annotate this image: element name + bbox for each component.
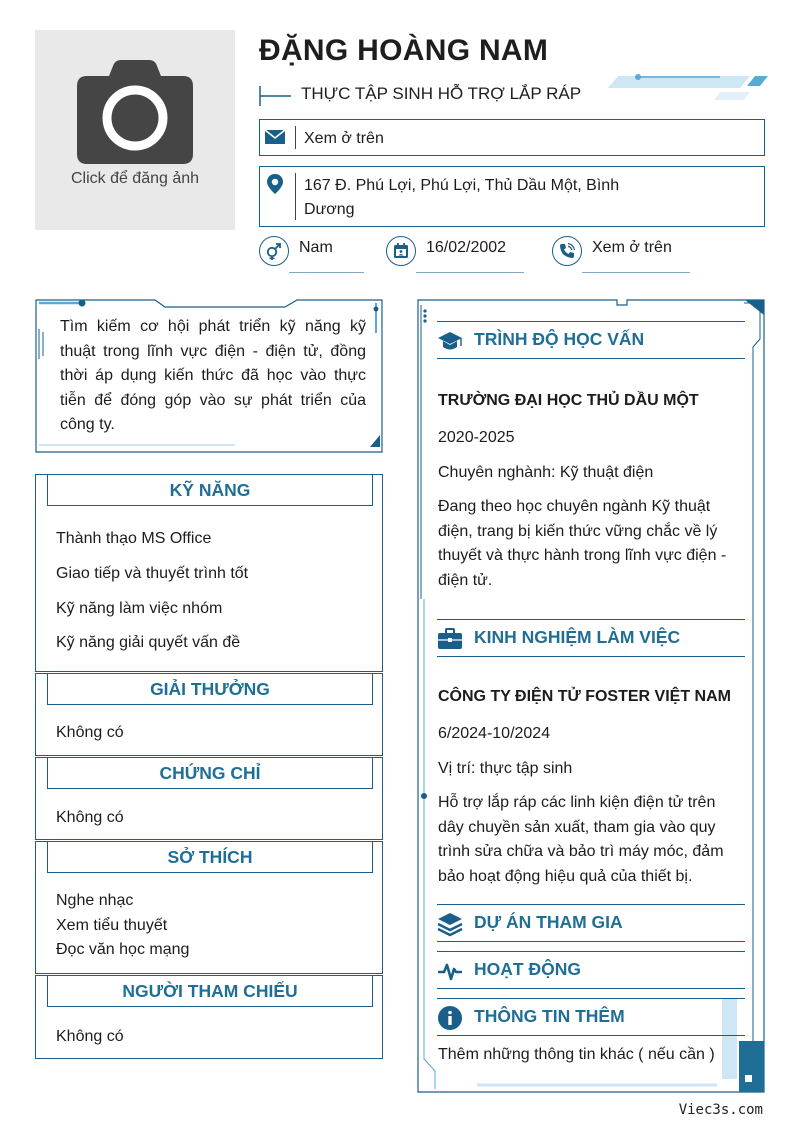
extra-info-text: Thêm những thông tin khác ( nếu cần ) (438, 1046, 715, 1063)
phone-underline (582, 272, 690, 273)
awards-title: GIẢI THƯỞNG (47, 673, 373, 705)
education-school: TRƯỜNG ĐẠI HỌC THỦ DẦU MỘT (438, 392, 699, 409)
gender-icon (265, 242, 283, 260)
location-pin-icon (264, 173, 286, 195)
certificates-title: CHỨNG CHỈ (47, 757, 373, 789)
skill-item: Thành thạo MS Office (56, 530, 212, 547)
phone-icon (558, 242, 576, 260)
photo-upload-label: Click để đăng ảnh (70, 170, 200, 187)
candidate-name: ĐẶNG HOÀNG NAM (259, 34, 549, 67)
footer-brand[interactable]: Viec3s.com (678, 1102, 763, 1118)
gender-value: Nam (299, 239, 333, 256)
references-title: NGƯỜI THAM CHIẾU (47, 975, 373, 1007)
certificates-text: Không có (56, 809, 124, 826)
skill-item: Kỹ năng làm việc nhóm (56, 600, 223, 617)
address-box (259, 166, 765, 227)
hobby-item: Nghe nhạc (56, 892, 134, 909)
education-period: 2020-2025 (438, 429, 515, 446)
calendar-icon (392, 242, 410, 260)
job-title: THỰC TẬP SINH HỖ TRỢ LẮP RÁP (301, 84, 582, 103)
references-text: Không có (56, 1028, 124, 1045)
skill-item: Kỹ năng giải quyết vấn đề (56, 634, 241, 651)
address-line-2: Dương (304, 201, 355, 218)
birthday-value: 16/02/2002 (426, 239, 507, 256)
projects-title: DỰ ÁN THAM GIA (474, 912, 623, 932)
skill-item: Giao tiếp và thuyết trình tốt (56, 565, 249, 582)
address-line-1: 167 Đ. Phú Lợi, Phú Lợi, Thủ Dầu Một, Bình (304, 177, 620, 194)
hobbies-title: SỞ THÍCH (47, 841, 373, 873)
experience-position: Vị trí: thực tập sinh (438, 760, 573, 777)
skills-section (35, 474, 383, 672)
heartbeat-icon (437, 958, 463, 984)
activities-header (437, 951, 745, 989)
layers-icon (437, 911, 463, 937)
email-separator (295, 126, 296, 149)
experience-header (437, 619, 745, 657)
title-line-decoration (259, 84, 291, 108)
gender-field (259, 236, 364, 274)
address-value (304, 174, 754, 222)
header-decoration (600, 72, 770, 104)
awards-section (35, 673, 383, 756)
email-value[interactable]: Xem ở trên (304, 130, 384, 147)
projects-header (437, 904, 745, 942)
education-major: Chuyên nghành: Kỹ thuật điện (438, 464, 654, 481)
graduation-cap-icon (437, 328, 463, 354)
hobbies-section (35, 841, 383, 974)
hobby-item: Đọc văn học mạng (56, 941, 190, 958)
extra-info-title: THÔNG TIN THÊM (474, 1006, 625, 1026)
education-title: TRÌNH ĐỘ HỌC VẤN (474, 329, 645, 349)
phone-value[interactable]: Xem ở trên (592, 239, 672, 256)
briefcase-icon (437, 626, 463, 652)
objective-text: Tìm kiếm cơ hội phát triển kỹ năng kỹ thuật trong lĩnh vực điện - điện tử, đồng thời áp dụng kiến thức đã học vào thực tiễn để đóng góp vào sự phát triển của công ty. (60, 318, 366, 433)
email-box (259, 119, 765, 156)
right-column (417, 299, 765, 1093)
envelope-icon (264, 126, 286, 148)
career-objective (35, 299, 383, 453)
experience-company: CÔNG TY ĐIỆN TỬ FOSTER VIỆT NAM (438, 688, 731, 705)
birthday-field (386, 236, 526, 274)
extra-info-header (437, 998, 745, 1036)
address-separator (295, 173, 296, 220)
skills-title: KỸ NĂNG (47, 474, 373, 506)
birthday-underline (416, 272, 524, 273)
camera-icon (75, 58, 195, 166)
references-section (35, 975, 383, 1059)
experience-description: Hỗ trợ lắp ráp các linh kiện điện tử trên dây chuyền sản xuất, tham gia vào quy trình sửa chữa và bảo trì máy móc, đảm bảo hoạt động hiệu quả của thiết bị. (438, 794, 724, 885)
gender-underline (289, 272, 364, 273)
activities-title: HOẠT ĐỘNG (474, 959, 581, 979)
photo-placeholder[interactable] (35, 30, 235, 230)
experience-title: KINH NGHIỆM LÀM VIỆC (474, 627, 681, 647)
hobby-item: Xem tiểu thuyết (56, 917, 168, 934)
info-icon (437, 1005, 463, 1031)
phone-field (552, 236, 692, 274)
certificates-section (35, 757, 383, 840)
experience-period: 6/2024-10/2024 (438, 725, 551, 742)
awards-text: Không có (56, 724, 124, 741)
education-description: Đang theo học chuyên ngành Kỹ thuật điện, trang bị kiến thức vững chắc về lý thuyết và thực hành trong lĩnh vực điện - điện tử. (438, 498, 727, 589)
education-header (437, 321, 745, 359)
